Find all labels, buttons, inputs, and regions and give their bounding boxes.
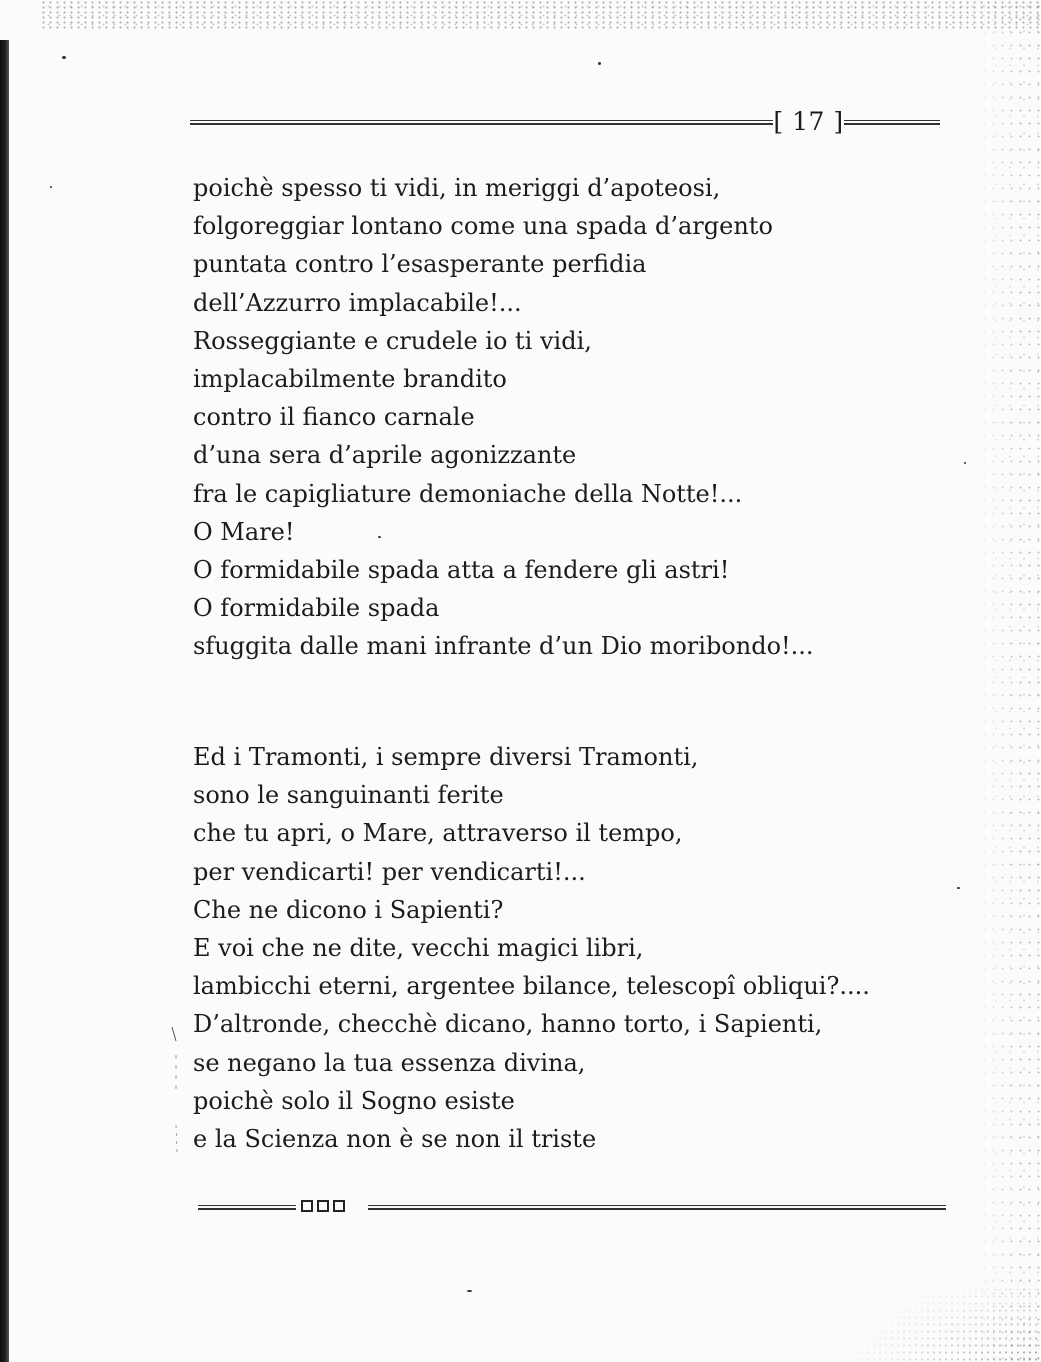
ornament-boxes	[301, 1200, 345, 1212]
page-header	[190, 107, 940, 137]
poem-line: d’una sera d’aprile agonizzante	[193, 441, 577, 470]
poem-line: poichè spesso ti vidi, in meriggi d’apoteosi,	[193, 174, 721, 202]
poem-line: folgoreggiar lontano come una spada d’argento	[193, 212, 773, 241]
ornament-box-icon	[317, 1200, 329, 1212]
footer-rule-left	[198, 1205, 296, 1210]
scan-speck	[467, 1290, 472, 1292]
poem-line: e la Scienza non è se non il triste	[193, 1124, 597, 1153]
poem-line: sfuggita dalle mani infrante d’un Dio moribondo!...	[193, 632, 814, 661]
poem-line: O formidabile spada	[193, 594, 440, 623]
poem-line: poichè solo il Sogno esiste	[193, 1086, 515, 1115]
scan-speck	[50, 186, 52, 188]
scan-speck	[598, 62, 601, 65]
poem-line: per vendicarti! per vendicarti!...	[193, 857, 586, 886]
header-rule-right	[844, 120, 940, 125]
poem-line: puntata contro l’esasperante perfidia	[193, 250, 647, 279]
poem-line: Ed i Tramonti, i sempre diversi Tramonti,	[193, 743, 699, 771]
stanza-2	[193, 738, 870, 1158]
page-number: [ 17 ]	[773, 107, 844, 136]
page-footer-ornament	[198, 1199, 946, 1219]
poem-line: dell’Azzurro implacabile!...	[193, 288, 522, 317]
poem-line: contro il fianco carnale	[193, 403, 475, 432]
poem-line: lambicchi eterni, argentee bilance, telescopî obliqui?....	[193, 972, 870, 1001]
poem-line: sono le sanguinanti ferite	[193, 781, 504, 810]
header-rule-left	[190, 120, 773, 125]
poem-line: se negano la tua essenza divina,	[193, 1048, 586, 1077]
poem-line: O formidabile spada atta a fendere gli astri!	[193, 555, 730, 584]
scan-noise-bottom	[841, 1272, 1041, 1362]
scan-speck	[964, 462, 966, 464]
poem-line: che tu apri, o Mare, attraverso il tempo,	[193, 819, 683, 848]
scan-noise-top	[40, 0, 1040, 30]
margin-pencil-mark	[170, 1025, 182, 1155]
poem-line: fra le capigliature demoniache della Notte!...	[193, 479, 743, 508]
ornament-box-icon	[301, 1200, 313, 1212]
scan-speck	[62, 56, 66, 59]
scan-noise-right	[971, 0, 1041, 1362]
poem-line: implacabilmente brandito	[193, 364, 507, 393]
poem-line: Rosseggiante e crudele io ti vidi,	[193, 326, 592, 355]
footer-rule-right	[368, 1205, 946, 1210]
stanza-1	[193, 169, 814, 665]
poem-line: O Mare!	[193, 517, 295, 546]
poem-line: E voi che ne dite, vecchi magici libri,	[193, 933, 644, 962]
poem-line: D’altronde, checchè dicano, hanno torto, i Sapienti,	[193, 1010, 823, 1039]
poem-line: Che ne dicono i Sapienti?	[193, 895, 504, 924]
ornament-box-icon	[333, 1200, 345, 1212]
scan-left-edge	[0, 40, 9, 1362]
scan-speck	[957, 887, 960, 889]
